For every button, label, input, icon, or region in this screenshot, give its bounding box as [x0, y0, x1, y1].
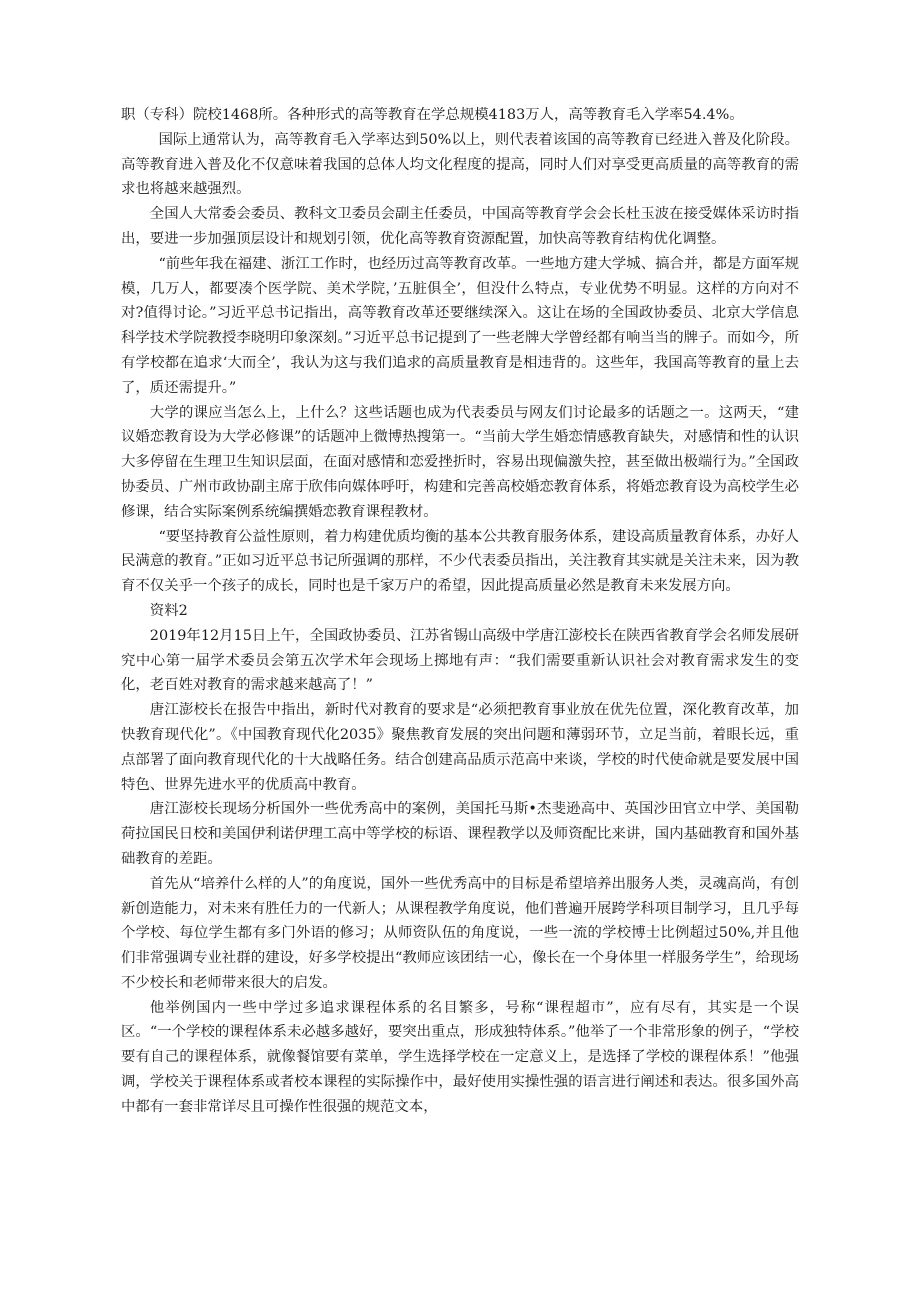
paragraph-7: 2019年12月15日上午，全国政协委员、江苏省锡山高级中学唐江澎校长在陕西省教育学会名师发展研究中心第一届学术委员会第五次学术年会现场上掷地有声：“我们需要重新认识社会对教育需求发生的变化，老百姓对教育的需求越来越高了！”: [121, 627, 799, 694]
paragraph-8: 唐江澎校长在报告中指出，新时代对教育的要求是“必须把教育事业放在优先位置，深化教育改革，加快教育现代化”。《中国教育现代化2035》聚焦教育发展的突出问题和薄弱环节，立足当前，着眼长远，重点部署了面向教育现代化的十大战略任务。结合创建高品质示范高中来谈，学校的时代使命就是要发展中国特色、世界先进水平的优质高中教育。: [121, 702, 799, 793]
paragraph-1: 职（专科）院校1468所。各种形式的高等教育在学总规模4183万人，高等教育毛入学率54.4%。: [121, 107, 744, 123]
paragraph-10: 首先从“培养什么样的人”的角度说，国外一些优秀高中的目标是希望培养出服务人类，灵魂高尚，有创新创造能力，对未来有胜任力的一代新人；从课程教学角度说，他们普遍开展跨学科项目制学习，且几乎每个学校、每位学生都有多门外语的修习；从师资队伍的角度说，一些一流的学校博士比例超过50%,并且他们非常强调专业社群的建设，好多学校提出“教师应该团结一心，像长在一个身体里一样服务学生”，给现场不少校长和老师带来很大的启发。: [121, 875, 799, 991]
paragraph-2: 国际上通常认为，高等教育毛入学率达到50%以上，则代表着该国的高等教育已经进入普及化阶段。高等教育进入普及化不仅意味着我国的总体人均文化程度的提高，同时人们对享受更高质量的高等教育的需求也将越来越强烈。: [121, 131, 799, 198]
paragraph-5: 大学的课应当怎么上，上什么？这些话题也成为代表委员与网友们讨论最多的话题之一。这两天，“建议婚恋教育设为大学必修课”的话题冲上微博热搜第一。“当前大学生婚恋情感教育缺失，对感情和性的认识大多停留在生理卫生知识层面，在面对感情和恋爱挫折时，容易出现偏激失控，甚至做出极端行为。”全国政协委员、广州市政协副主席于欣伟向媒体呼吁，构建和完善高校婚恋教育体系，将婚恋教育设为高校学生必修课，结合实际案例系统编撰婚恋教育课程教材。: [121, 404, 799, 520]
paragraph-6: “要坚持教育公益性原则，着力构建优质均衡的基本公共教育服务体系，建设高质量教育体系，办好人民满意的教育。”正如习近平总书记所强调的那样，不少代表委员指出，关注教育其实就是关注未来，因为教育不仅关乎一个孩子的成长，同时也是千家万户的希望，因此提高质量必然是教育未来发展方向。: [121, 528, 799, 595]
paragraph-3: 全国人大常委会委员、教科文卫委员会副主任委员，中国高等教育学会会长杜玉波在接受媒体采访时指出，要进一步加强顶层设计和规划引领，优化高等教育资源配置，加快高等教育结构优化调整。: [121, 206, 799, 247]
paragraph-4: “前些年我在福建、浙江工作时，也经历过高等教育改革。一些地方建大学城、搞合并，都是方面军规模，几万人，都要凑个医学院、美术学院，’五脏俱全’，但没什么特点，专业优势不明显。这样的方向对不对?值得讨论。”习近平总书记指出，高等教育改革还要继续深入。这让在场的全国政协委员、北京大学信息科学技术学院教授李晓明印象深刻。”习近平总书记提到了一些老牌大学曾经都有响当当的牌子。而如今，所有学校都在追求‘大而全’，我认为这与我们追求的高质量教育是相违背的。这些年，我国高等教育的量上去了，质还需提升。”: [121, 255, 799, 396]
document-page: [121, 103, 799, 1120]
section-heading-material-2: 资料2: [149, 602, 188, 619]
paragraph-9: 唐江澎校长现场分析国外一些优秀高中的案例，美国托马斯•杰斐逊高中、英国沙田官立中学、美国勒荷拉国民日校和美国伊利诺伊理工高中等学校的标语、课程教学以及师资配比来讲，国内基础教育和国外基础教育的差距。: [121, 801, 799, 867]
paragraph-11: 他举例国内一些中学过多追求课程体系的名目繁多，号称“课程超市”，应有尽有，其实是一个误区。“一个学校的课程体系未必越多越好，要突出重点，形成独特体系。”他举了一个非常形象的例子，“学校要有自己的课程体系，就像餐馆要有菜单，学生选择学校在一定意义上，是选择了学校的课程体系！”他强调，学校关于课程体系或者校本课程的实际操作中，最好使用实操性强的语言进行阐述和表达。很多国外高中都有一套非常详尽且可操作性很强的规范文本，: [121, 999, 799, 1115]
